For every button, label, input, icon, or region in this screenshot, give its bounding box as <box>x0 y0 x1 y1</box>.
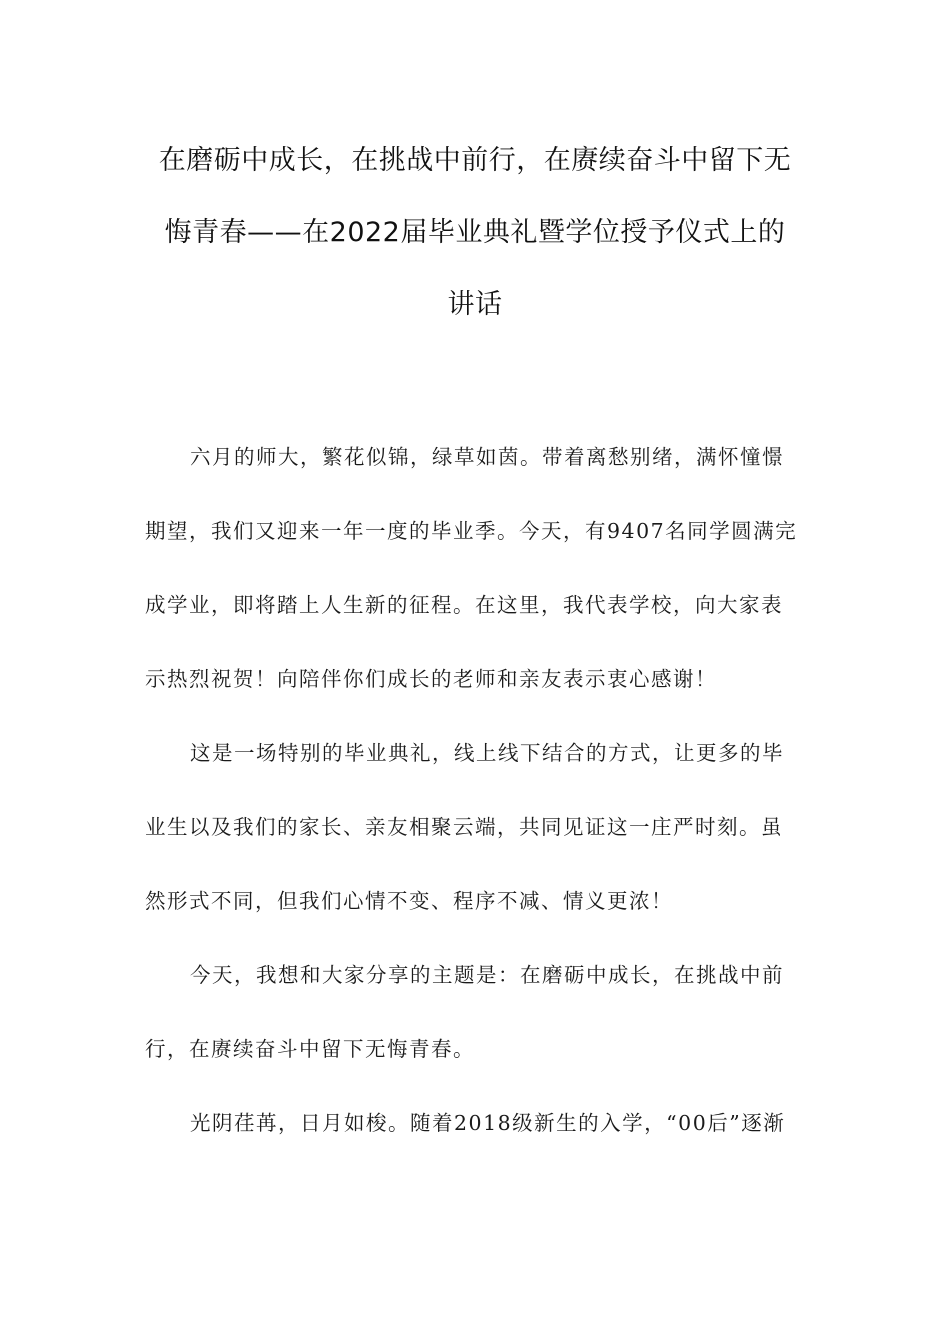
paragraph-line: 六月的师大，繁花似锦，绿草如茵。带着离愁别绪，满怀憧憬 <box>190 445 784 469</box>
document-title <box>140 125 810 341</box>
paragraph-line: 今天，我想和大家分享的主题是：在磨砺中成长，在挑战中前 <box>190 963 784 987</box>
paragraph-line: 行，在赓续奋斗中留下无悔青春。 <box>145 1037 475 1061</box>
title-line-1: 在磨砺中成长，在挑战中前行，在赓续奋斗中留下无 <box>158 145 792 176</box>
paragraph-line: 成学业，即将踏上人生新的征程。在这里，我代表学校，向大家表 <box>145 593 783 617</box>
paragraph-line: 期望，我们又迎来一年一度的毕业季。今天，有9407名同学圆满完 <box>145 519 798 543</box>
paragraph-2 <box>145 716 810 938</box>
paragraph-line: 光阴荏苒，日月如梭。随着2018级新生的入学，“00后”逐渐 <box>190 1111 786 1135</box>
title-line-2: 悔青春——在2022届毕业典礼暨学位授予仪式上的 <box>164 217 786 248</box>
paragraph-1 <box>145 420 810 716</box>
paragraph-3 <box>145 938 810 1086</box>
paragraph-line: 业生以及我们的家长、亲友相聚云端，共同见证这一庄严时刻。虽 <box>145 815 783 839</box>
paragraph-line: 然形式不同，但我们心情不变、程序不减、情义更浓！ <box>145 889 673 913</box>
title-line-3: 讲话 <box>447 289 503 320</box>
document-body <box>145 420 810 1160</box>
paragraph-4 <box>145 1086 810 1160</box>
paragraph-line: 示热烈祝贺！向陪伴你们成长的老师和亲友表示衷心感谢！ <box>145 667 717 691</box>
paragraph-line: 这是一场特别的毕业典礼，线上线下结合的方式，让更多的毕 <box>190 741 784 765</box>
